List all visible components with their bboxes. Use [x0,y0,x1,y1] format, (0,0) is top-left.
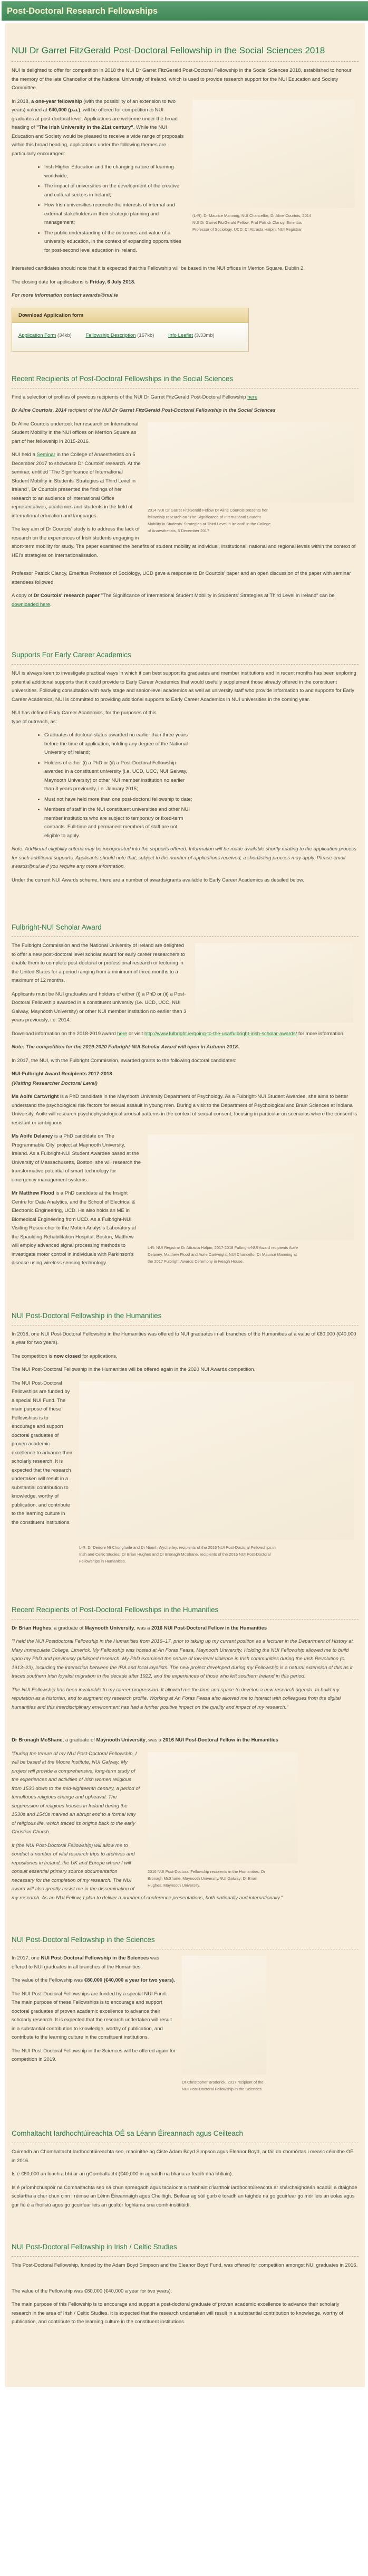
humanities-recipients-photo [79,1381,354,1540]
spacer [12,2275,359,2283]
info-leaflet-link[interactable]: Info Leaflet [168,332,193,338]
text-run: Maynooth University [96,1737,146,1743]
paragraph [12,1070,359,1079]
text-run: The competition is [12,1353,54,1359]
download-box [12,308,249,352]
photo-figure [148,1752,359,1889]
social-sciences-fellowship-photo [192,100,355,208]
paragraph [12,1057,359,1066]
text-run: or visit [127,1030,144,1037]
paragraph [12,1030,359,1039]
text-run: Note: Additional eligibility criteria may be incorporated into the supports offered. Information will be made available shortly relating to the application process for such additional supports. Applicants should note that, subject to the number of applications received, a shortlisting process may apply. Please email awards@nui.ie if you require any more information. [12,846,356,869]
text-run: In 2017, one [12,1955,41,1961]
paragraph [12,291,359,300]
fulbright-ceremony-photo [148,1134,354,1240]
download-box-title: Download Application form [12,308,248,323]
text-run: , will be offered for competition to NUI graduates at post-doctoral level. Applications are welcome under the broad heading of [12,107,178,130]
text-run: €40,000 (p.a.) [49,107,80,113]
download-item [168,333,215,338]
text-run: , a graduate of [62,1737,96,1743]
paragraph [12,2148,359,2165]
section-heading: NUI Post-Doctoral Fellowship in the Sciences [12,1936,359,1949]
text-run: Dr Aline Courtois, 2014 [12,408,67,413]
text-run: The NUI Post-Doctoral Fellowships are funded by a special NUI Fund. The main purpose of these Fellowships is to encourage and support doctoral graduates of proven academic excellence to advance their scholarly research. It is expected that the research undertaken will result in a substantial contribution to knowledge, worthy of publication, and contribute to the learning culture in the constituent institutions. [12,1991,172,2040]
paragraph [12,2184,359,2210]
text-link[interactable]: Seminar [36,452,55,458]
section-heading: Recent Recipients of Post-Doctoral Fellowships in the Social Sciences [12,375,359,389]
text-run: The NUI Post-Doctoral Fellowship in the Sciences will be offered again for competition in 2019. [12,2048,176,2062]
text-link[interactable]: here [117,1030,128,1037]
text-run: Applicants must be NUI graduates and holders of either (i) a PhD or (ii) a Post-Doctoral Fellowship awarded in a constituent university (i.e. UCD, UCC, NUI Galway, Maynooth University) or other NUI member institution no earlier than 3 years previously, i.e. 2014. [12,991,187,1023]
text-link[interactable]: downloaded here [12,601,50,608]
text-run: , was a [134,1625,152,1631]
paragraph [12,876,359,885]
fellowship-description-link[interactable]: Fellowship Description [85,332,136,338]
text-run: Is é €80,000 an luach a bhí ar an gComhaltacht (€40,000 in aghaidh na bliana ar feadh dhá bhliain). [12,2171,233,2177]
paragraph [12,709,162,726]
photo-figure [79,1381,359,1565]
text-run: NUI held a [12,452,37,458]
page-header-bar [2,1,368,21]
spacer [12,1273,359,1289]
paragraph [12,1624,359,1633]
text-run: Maynooth University [84,1625,134,1631]
section-heading: NUI Post-Doctoral Fellowship in the Humanities [12,1312,359,1325]
text-run: NUI has defined Early Career Academics, for the purposes of this type of outreach, as: [12,710,157,725]
text-run: now closed [53,1353,81,1359]
text-run: Dr Courtois' research paper [33,593,101,599]
paragraph [12,845,359,872]
courtois-seminar-photo [148,422,354,503]
paragraph [12,2287,359,2296]
bullet-item: • Must not have held more than one post-doctoral fellowship to date; [44,795,193,804]
text-run: It (the NUI Post-Doctoral Fellowship) will allow me to conduct a number of vital research trips to archives and repositories in Ireland, the UK and Europe where I will consult essential primary source documentation necessary for the completion of my research. The NUI award will also greatly assist me in the dissemination of my research. As an NUI Fellow, I plan to deliver a number of conference presentations, both nationally and internationally." [12,1842,283,1901]
mcshane-hughes-photo [148,1752,298,1864]
text-run: Dr Brian Hughes [12,1625,51,1631]
page [0,1,368,2387]
text-run: NUI-Fulbright Award Recipients 2017-2018 [12,1071,112,1077]
text-run: for applications. [81,1353,118,1359]
text-run: NUI Dr Garret FitzGerald Post-Doctoral Fellowship in the Social Sciences [102,408,276,413]
download-box-body [12,323,248,351]
text-run: . While the NUI Education and Society would be pleased to receive a wide range of proposals within this broad heading, applications under the following themes are particularly encouraged: [12,125,184,157]
paragraph [12,1366,359,1375]
text-run: , a graduate of [51,1625,85,1631]
bullet-item: • Members of staff in the NUI constituent universities and other NUI member institutions who are subject to temporary or fixed-term contracts. Full-time and permanent members of staff are not eligible to apply. [44,806,193,840]
text-run: The NUI Post-Doctoral Fellowship in the Humanities will be offered again in the 2020 NUI Awards competition. [12,1367,256,1372]
photo-figure [192,100,359,233]
text-run: (Visiting Researcher Doctoral Level) [12,1080,98,1086]
text-run: (with the possibility of an extension to two years) valued at [12,98,176,113]
text-run: The key aim of Dr Courtois' study is to address the lack of research on the experiences of Irish students engaging in short-term mobility for study. The paper examined the benefits of student mobility at individual, institutional, national and regional levels within the context of HEI's strategies on internationalisation. [12,526,356,558]
bullet-list [12,731,359,840]
paragraph [12,1736,359,1745]
text-run: . [50,601,52,608]
text-run: Under the current NUI Awards scheme, there are a number of awards/grants available to Early Career Academics as detailed below. [12,877,304,883]
text-run: The Fulbright Commission and the National University of Ireland are delighted to offer a new post-doctoral level scholar award for early career researchers to enable them to complete post-doctoral or professional research or lecturing in the United States for a period ranging from a minimum of three months to a maximum of 12 months. [12,943,185,983]
fellowship-description-size: (167kb) [137,332,154,338]
text-run: , was a [145,1737,163,1743]
text-run: Dr Bronagh McShane [12,1737,63,1743]
photo-caption: Dr Christopher Broderick, 2017 recipient of the NUI Post-Doctoral Fellowship in the Sciences. [182,2080,264,2091]
bullet-item: • The impact of universities on the development of the creative and cultural sectors in Ireland; [44,182,197,200]
section-heading: NUI Post-Doctoral Fellowship in Irish / Celtic Studies [12,2243,359,2257]
text-run: Friday, 6 July 2018. [90,279,135,285]
text-run: is a PhD candidate on 'The Programmable City' project at Maynooth University, Ireland. As a Fulbright-NUI Student Awardee based at the University of Massachusetts, Boston, she will research the transformative potential of smart technology for emergency management systems. [12,1133,141,1183]
text-run: In 2018, [12,98,31,105]
text-run: €80,000 (€40,000 a year for two years). [84,1977,175,1983]
text-run: Note: The competition for the 2019-2020 Fulbright-NUI Scholar Award will open in Autumn 2018. [12,1044,239,1050]
text-run: The NUI Fellowship has been invaluable to my career progression. It allowed me the time and space to develop a new research agenda, to build my reputation as a historian, and to augment my research profile. Working at An Foras Feasa also allowed me to interact with colleagues from the digital humanities and this interdisciplinary environment has had a further positive impact on the quality and impact of my research." [12,1687,341,1710]
fulbright-award-photo [195,943,353,1022]
text-run: NUI is always keen to investigate practical ways in which it can best support its graduates and member institutions and in recent months has been exploring potential additional supports that it could provide to Early Career Academics that would usefully supplement those already offered in the constituent universities. Following consultation with early stage and senior-level academics as well as university staff who provide information to and supports for Early Career Academics, NUI is committed to providing additional supports to Early Career Academics in NUI universities in the coming year. [12,670,356,703]
spacer [12,1907,359,1912]
text-run: NUI is delighted to offer for competition in 2018 the NUI Dr Garret FitzGerald Post-Doctoral Fellowship in the Social Sciences 2018, established to honour the memory of the late Chancellor of the National University of Ireland, which is used to provide research support for the NUI Education and Society Committee. [12,68,352,91]
section-heading: Supports For Early Career Academics [12,651,359,665]
text-link[interactable]: here [247,394,258,400]
section-heading: Fulbright-NUI Scholar Award [12,923,359,937]
paragraph [12,1352,359,1361]
text-run: NUI Post-Doctoral Fellowship in the Sciences [41,1955,149,1961]
text-run: Cuireadh an Chomhaltacht Iardhochtúireachta seo, maoinithe ag Ciste Adam Boyd Simpson agus Eleanor Boyd, ar fáil do chomórtas i measc céimithe OÉ in 2016. [12,2149,354,2164]
bullet-item: • Graduates of doctoral status awarded no earlier than three years before the time of application, holding any degree of the National University of Ireland; [44,731,193,757]
content-sections [12,45,359,2327]
text-run: Mr Matthew Flood [12,1190,54,1196]
spacer [12,2214,359,2220]
paragraph [12,67,359,93]
paragraph [12,1637,359,1681]
paragraph [12,592,359,609]
text-run: Ms Aoife Cartwright [12,1094,59,1100]
text-run: is a PhD candidate in the Maynooth University Department of Psychology. As a Fulbright-NUI Student Awardee, she aims to better understand the psychological risk factors for sexual assault in young men. During a visit to the Department of Psychological and Brain Sciences at Indiana University, Aoife will research psychophysiological arousal patterns in the context of sexual consent, focusing in particular on scenarios where the consent is resistant or ambiguous. [12,1094,357,1126]
text-run: The closing date for applications is [12,279,90,285]
section-heading: Comhaltacht Iardhochtúireachta OÉ sa Léann Éireannach agus Ceilteach [12,2129,359,2143]
spacer [12,2098,359,2106]
paragraph [12,1330,359,1348]
bullet-item: • Irish Higher Education and the changing nature of learning worldwide; [44,163,197,181]
text-run: Dr Aline Courtois undertook her research on International Student Mobility in the NUI offices on Merrion Square as part of her fellowship in 2015-2016. [12,421,139,444]
text-run: 2016 NUI Post-Doctoral Fellow in the Humanities [151,1625,267,1631]
photo-figure [148,422,359,534]
spacer [12,614,359,628]
text-link[interactable]: http://www.fulbright.ie/going-to-the-usa/fulbright-irish-scholar-awards/ [144,1030,297,1037]
text-run: in the College of Anaesthetists on 5 December 2017 to showcase Dr Courtois' research. At the seminar, entitled "The Significance of International Student Mobility in Students' Strategies at Third Level in Ireland", Dr Courtois presented the findings of her research to an audience of International Office representatives, academics and students in the field of international education and languages. [12,452,141,519]
spacer [12,1717,359,1731]
paragraph [12,406,359,415]
content-panel [5,23,365,2387]
text-run: The main purpose of this Fellowship is to encourage and support a post-doctoral graduate of proven academic excellence to advance their scholarly research in the area of Irish / Celtic Studies. It is expected that the research undertaken will result in a substantial contribution to knowledge, worthy of publication, and contribute to the learning culture in the constituent institutions. [12,2302,343,2325]
paragraph [12,2261,359,2270]
text-run: "The Irish University in the 21st century" [36,125,133,130]
photo-caption: L-R: Dr Deirdre Ní Chonghaile and Dr Niamh Wycherley, recipients of the 2016 NUI Post-Doctoral Fellowships in Irish and Celtic Studies; Dr Brian Hughes and Dr Bronagh McShane, recipients of the 2016 NUI Post-Doctoral Fellowships in Humanities. [79,1545,276,1564]
paragraph [12,1093,359,1128]
paragraph [12,570,359,587]
text-run: This Post-Doctoral Fellowship, funded by the Adam Boyd Simpson and the Eleanor Boyd Fund, was offered for competition amongst NUI graduates in 2016. [12,2262,358,2268]
info-leaflet-size: (3.33mb) [194,332,215,338]
paragraph [12,2170,359,2179]
text-run: is a PhD candidate at the Insight Centre for Data Analytics, and the School of Electrical & Electronic Engineering, UCD. He also holds an ME in Biomedical Engineering from UCD. As a Fulbright-NUI Visiting Researcher to the Motion Analysis Laboratory at the Spaulding Rehabilitation Hospital, Boston, Matthew will employ advanced signal processing methods to investigate motor control in individuals with Parkinson's disease using wireless sensing technology. [12,1190,136,1266]
page-title: Post-Doctoral Research Fellowships [7,6,158,16]
text-run: "I held the NUI Postdoctoral Fellowship in the Humanities from 2016–17, prior to taking up my current position as a lecturer in the Department of History at Mary Immaculate College, Limerick. My Fellowship was hosted at An Foras Feasa, Maynooth University. Holding the NUI Fellowship allowed me to build upon my PhD and previously published research. My PhD examined the nature of low-level violence in Irish communities during the Irish Revolution (c. 1913–23), including the interaction between the IRA and local loyalists. The new project developed during my Fellowship is a natural extension of this as it traces southern Irish loyalist migration in the decade after 1922, and the experiences of those who left southern Ireland in this period. [12,1639,353,1679]
text-run: The value of the Fellowship was [12,1977,84,1983]
broderick-photo [182,1956,266,2075]
bullet-item: • The public understanding of the outcomes and value of a university education, in the context of expanding opportunities for post-second level education in Ireland. [44,229,197,255]
text-run: In 2018, one NUI Post-Doctoral Fellowship in the Humanities was offered to NUI graduates in all branches of the Humanities at a value of €80,000 (€40,000 a year for two years). [12,1331,356,1346]
section-heading: Recent Recipients of Post-Doctoral Fellowships in the Humanities [12,1606,359,1620]
text-run: "During the tenure of my NUI Post-Doctoral Fellowship, I will be based at the Moore Institute, NUI Galway. My project will provide a comprehensive, long-term study of the experiences and activities of Irish women religious from 1530 down to the mid-eighteenth century, a period of tumultuous religious change and upheaval. The suppression of religious houses in Ireland during the 1530s and 1540s marked an abrupt end to a formal way of religious life, which traced its origins back to the early Christian Church. [12,1750,140,1835]
text-run: The value of the Fellowship was €80,000 (€40,000 a year for two years). [12,2288,172,2294]
text-run: For more information contact awards@nui.ie [12,292,118,298]
text-run: a one-year fellowship [31,98,82,105]
photo-figure [148,1134,359,1265]
download-item [18,333,73,338]
spacer [12,1570,359,1583]
bullet-item: • Holders of either (i) a PhD or (ii) a Post-Doctoral Fellowship awarded in a constituent university (i.e. UCD, UCC, NUI Galway, Maynooth University) or other NUI member institution no earlier than 3 years previously, i.e. January 2015; [44,759,193,794]
paragraph [12,669,359,704]
text-run: 2016 NUI Post-Doctoral Fellow in the Humanities [162,1737,278,1743]
spacer [12,889,359,900]
photo-figure [195,943,359,1022]
section-heading: NUI Dr Garret FitzGerald Post-Doctoral Fellowship in the Social Sciences 2018 [12,45,359,62]
bullet-item: • How Irish universities reconcile the interests of internal and external stakeholders in their strategic planning and management; [44,201,197,228]
paragraph [12,278,359,287]
text-run: Find a selection of profiles of previous recipients of the NUI Dr Garret FitzGerald Post-Doctoral Fellowship [12,394,248,400]
paragraph [12,1079,359,1088]
application-form-size: (34kb) [57,332,72,338]
text-run: The NUI Post-Doctoral Fellowships are funded by a special NUI Fund. The main purpose of these Fellowships is to encourage and support doctoral graduates of proven academic excellence to advance their scholarly research. It is expected that the research undertaken will result in a substantial contribution to knowledge, worthy of publication, and contribute to the learning culture in the constituent institutions. [12,1380,73,1526]
photo-figure [182,1956,359,2092]
photo-caption: (L-R): Dr Maurice Manning, NUI Chancellor; Dr Aline Courtois, 2014 NUI Dr Garret FitzGerald Fellow; Prof Patrick Clancy, Emeritus Professor of Sociology, UCD; Dr Attracta Halpin, NUI Registrar [192,213,312,232]
text-run: Ms Aoife Delaney [12,1133,53,1139]
photo-caption: L-R: NUI Registrar Dr Attracta Halpin; 2017-2018 Fulbright-NUI Award recipients Aoife Delaney, Matthew Flood and Aoife Cartwright; NUI Chancellor Dr Maurice Manning at the 2017 Fulbright Awards Ceremony in Iveagh House. [148,1245,298,1264]
application-form-link[interactable]: Application Form [18,332,56,338]
download-item [86,333,156,338]
text-run: "The Significance of International Student Mobility in Students' Strategies at Third Level in Ireland" can be [101,593,335,599]
text-run: Download information on the 2018-2019 award [12,1030,118,1037]
photo-caption: 2014 NUI Dr Garret FitzGerald Fellow Dr Aline Courtois presents her fellowship research on "The Significance of International Student Mobility in Students' Strategies at Third Level in Ireland" in the College of Anaesthetists, 5 December 2017 [148,507,271,533]
paragraph [12,393,359,402]
text-run: Professor Patrick Clancy, Emeritus Professor of Sociology, UCD gave a response to Dr Courtois' paper and an open discussion of the paper with seminar attendees followed. [12,571,351,585]
paragraph [12,1043,359,1052]
text-run: recipient of the [66,408,102,413]
text-run: In 2017, the NUI, with the Fulbright Commission, awarded grants to the following doctoral candidates: [12,1057,237,1064]
text-run: A copy of [12,593,34,599]
text-run: Is é príomhchuspóir na Comhaltachta seo ná chun spreagadh agus tacaíocht a thabhairt d'iarrthóir iardhochtúireachta ar shárchaighdeán acadúil a dtaighde scolártha a chur chun cinn i réimse an Léinn Éireannaigh agus Cheiltigh. Beifear ag súil gurb é toradh an taighde ná go gcuirfear go mór leis an eolas agus gur fiú é a fhoilsiú agus go gcuirfear leis an gcultúr foghlama sna comh-institiúidí. [12,2184,357,2208]
paragraph [12,2300,359,2327]
photo-caption: 2016 NUI Post-Doctoral Fellowship recipients in the Humanities; Dr Bronagh McShane, Maynooth University/NUI Galway; Dr Brian Hughes, Maynooth University. [148,1869,266,1888]
text-run: for more information. [297,1030,345,1037]
paragraph [12,264,359,273]
text-run: was offered to NUI graduates in all branches of the Humanities. [12,1955,159,1970]
paragraph [12,1686,359,1712]
text-run: Interested candidates should note that it is expected that this Fellowship will be based in the NUI offices in Merrion Square, Dublin 2. [12,266,305,271]
